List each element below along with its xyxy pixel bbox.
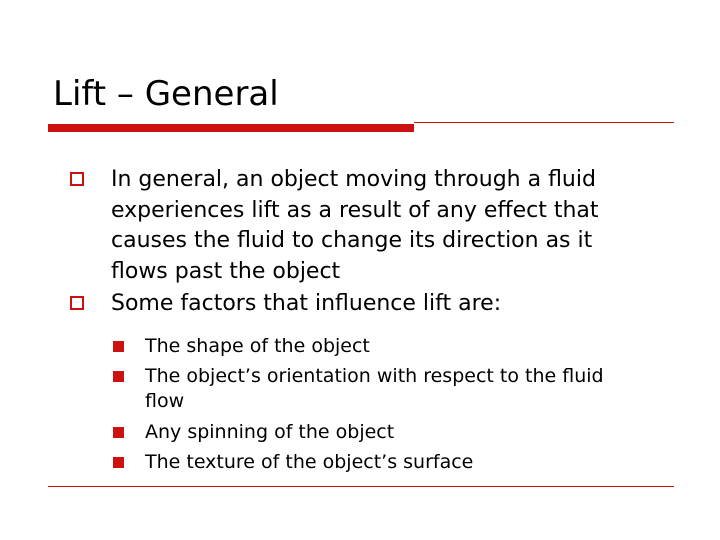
sub-bullet-item bbox=[111, 447, 711, 477]
sub-bullet-item bbox=[111, 417, 711, 447]
sub-bullet-list bbox=[111, 331, 711, 477]
slide-title: Lift – General bbox=[53, 74, 279, 114]
bullet-line: Some factors that influence lift are: bbox=[111, 291, 502, 316]
title-underline-rule bbox=[414, 122, 674, 123]
hollow-square-icon bbox=[70, 172, 84, 186]
hollow-square-icon bbox=[70, 296, 84, 310]
sub-bullet-line: The shape of the object bbox=[145, 335, 370, 357]
filled-square-icon bbox=[113, 341, 124, 352]
sub-bullet-line: flow bbox=[145, 390, 185, 412]
filled-square-icon bbox=[113, 371, 124, 382]
filled-square-icon bbox=[113, 427, 124, 438]
bullet-line: flows past the object bbox=[111, 258, 341, 284]
bullet-item bbox=[70, 165, 700, 287]
sub-bullet-line: Any spinning of the object bbox=[145, 421, 395, 443]
filled-square-icon bbox=[113, 457, 124, 468]
bullet-line: In general, an object moving through a fluid bbox=[111, 167, 596, 192]
bullet-item bbox=[70, 289, 700, 320]
footer-rule bbox=[48, 486, 674, 487]
sub-bullet-line: The texture of the object’s surface bbox=[145, 451, 474, 473]
sub-bullet-item bbox=[111, 361, 711, 413]
sub-bullet-line: The object’s orientation with respect to the fluid bbox=[145, 365, 604, 387]
title-underline-bar bbox=[48, 124, 414, 132]
bullet-line: experiences lift as a result of any effect that bbox=[111, 197, 599, 223]
bullet-list bbox=[70, 165, 700, 320]
sub-bullet-item bbox=[111, 331, 711, 361]
bullet-line: causes the fluid to change its direction as it bbox=[111, 228, 593, 253]
